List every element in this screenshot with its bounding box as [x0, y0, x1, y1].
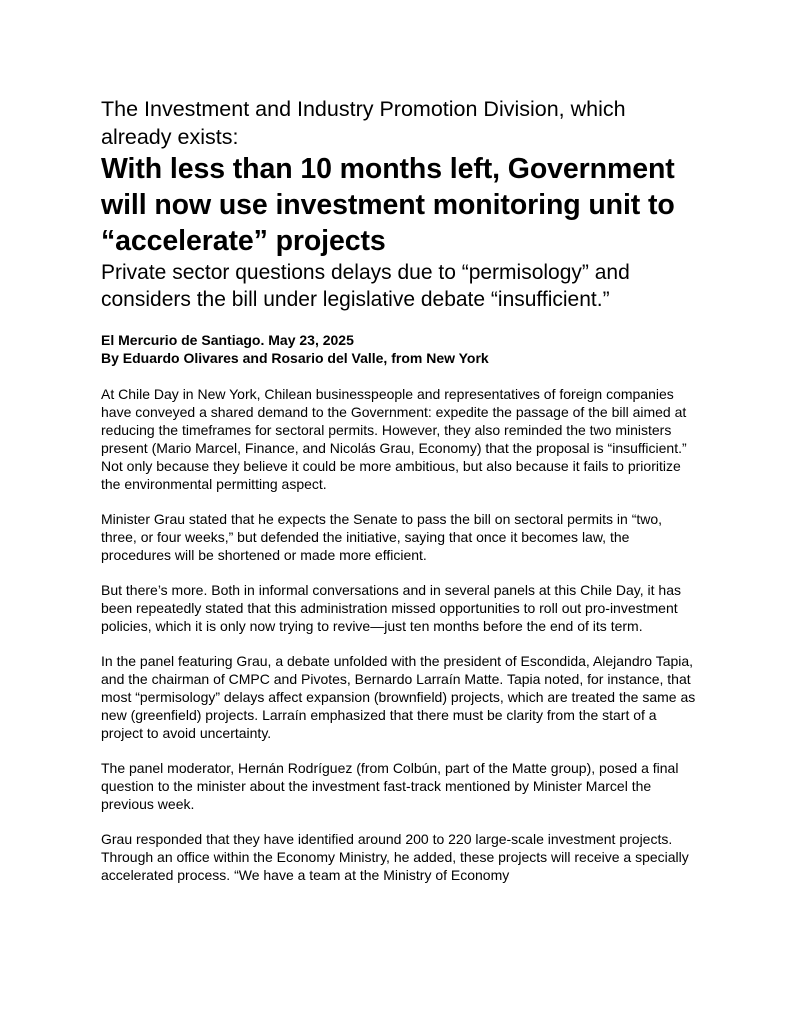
article-body [101, 385, 701, 884]
article-subheadline: Private sector questions delays due to “permisology” and considers the bill under legislative debate “insufficient.” [101, 261, 630, 311]
body-paragraph: In the panel featuring Grau, a debate unfolded with the president of Escondida, Alejandro Tapia, and the chairman of CMPC and Pivotes, Bernardo Larraín Matte. Tapia noted, for instance, that most “permisology” delays affect expansion (brownfield) projects, which are treated the same as new (greenfield) projects. Larraín emphasized that there must be clarity from the start of a project to avoid uncertainty. [101, 653, 696, 741]
byline: By Eduardo Olivares and Rosario del Valle, from New York [101, 349, 489, 366]
article-meta [101, 332, 701, 367]
source-date-line: El Mercurio de Santiago. May 23, 2025 [101, 332, 354, 348]
article-kicker: The Investment and Industry Promotion Division, which already exists: [101, 97, 626, 149]
body-paragraph: Minister Grau stated that he expects the Senate to pass the bill on sectoral permits in “two, three, or four weeks,” but defended the initiative, saying that once it becomes law, the procedures will be shortened or made more efficient. [101, 511, 663, 563]
body-paragraph: At Chile Day in New York, Chilean businesspeople and representatives of foreign companies have conveyed a shared demand to the Government: expedite the passage of the bill aimed at reducing the timeframes for sectoral permits. However, they also reminded the two ministers present (Mario Marcel, Finance, and Nicolás Grau, Economy) that the proposal is “insufficient.” Not only because they believe it could be more ambitious, but also because it fails to prioritize the environmental permitting aspect. [101, 386, 687, 492]
body-paragraph: Grau responded that they have identified around 200 to 220 large-scale investment projects. Through an office within the Economy Ministry, he added, these projects will receive a specially accelerated process. “We have a team at the Ministry of Economy [101, 831, 689, 883]
article [101, 95, 701, 901]
body-paragraph: The panel moderator, Hernán Rodríguez (from Colbún, part of the Matte group), posed a final question to the minister about the investment fast-track mentioned by Minister Marcel the previous week. [101, 760, 679, 812]
body-paragraph: But there’s more. Both in informal conversations and in several panels at this Chile Day, it has been repeatedly stated that this administration missed opportunities to roll out pro-investment policies, which it is only now trying to revive—just ten months before the end of its term. [101, 582, 681, 634]
article-headline: With less than 10 months left, Government will now use investment monitoring unit to “accelerate” projects [101, 153, 675, 257]
